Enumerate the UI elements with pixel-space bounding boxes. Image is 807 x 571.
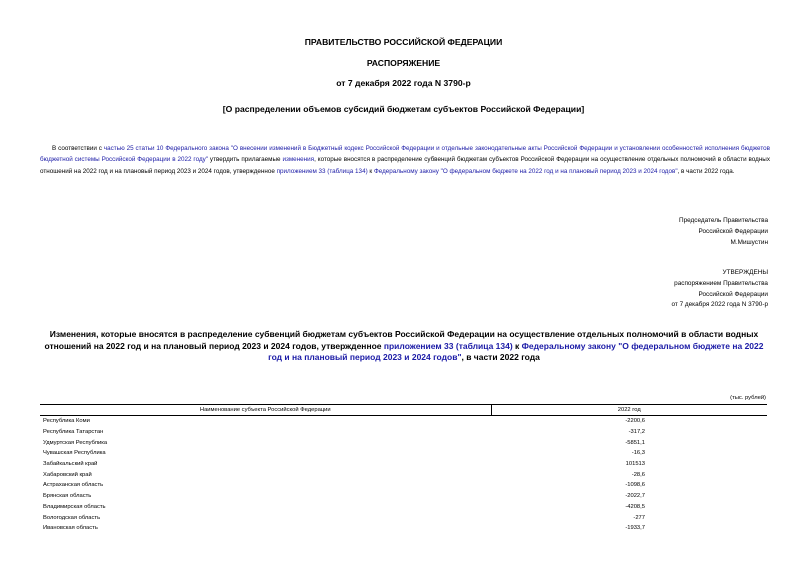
region-value: -16,3 (631, 450, 645, 457)
table-units: (тыс. рублей) (730, 395, 766, 401)
region-value: -28,6 (631, 471, 645, 478)
approval-line-4: от 7 декабря 2022 года N 3790-р (671, 301, 768, 309)
region-value: -2200,6 (625, 418, 645, 425)
approval-line-2: распоряжением Правительства (674, 279, 768, 287)
region-name: Хабаровский край (43, 471, 92, 478)
preamble-text-3: , которые вносятся в распределение субвенций бюджетам субъектов Российской Федерации на осуществление отдельных полномочий в области водных отношений на 2022 год и на плановый период 2023 и 2024 годов, утвержденное (40, 156, 770, 175)
region-value: 101513 (625, 461, 645, 468)
budget-law-link[interactable]: Федеральному закону "О федеральном бюджете на 2022 год и на плановый период 2023 и 2024 годов" (373, 167, 678, 175)
region-value: -1933,7 (625, 525, 645, 532)
column-header-year: 2022 год (491, 405, 767, 416)
region-name: Республика Коми (43, 418, 90, 425)
signature-position: Председатель Правительства (679, 217, 768, 224)
table-row (40, 459, 767, 470)
preamble-text-1: В соответствии с (52, 145, 104, 152)
region-name: Удмуртская Республика (43, 439, 108, 446)
document-date-number: от 7 декабря 2022 года N 3790-р (336, 78, 471, 88)
subtitle-text-1: Изменения, которые вносятся в распределение субвенций бюджетам субъектов Российской Федерации на осуществление отдельных полномочий в области водных отношений на 2022 год и на плановый период 2023 и 2024 годов, утвержденное (44, 329, 759, 351)
subtitle-text-2: к (512, 340, 522, 351)
region-value: -2022,7 (625, 493, 645, 500)
region-value: -277 (633, 514, 645, 521)
table-row (40, 491, 767, 502)
region-name: Республика Татарстан (43, 429, 104, 436)
column-header-region: Наименование субъекта Российской Федерации (40, 405, 491, 416)
region-value: -5851,1 (625, 439, 645, 446)
table-row (40, 416, 767, 427)
region-name: Чувашская Республика (43, 450, 106, 457)
government-heading: ПРАВИТЕЛЬСТВО РОССИЙСКОЙ ФЕДЕРАЦИИ (304, 37, 503, 47)
changes-link[interactable]: изменения (282, 156, 315, 164)
region-name: Вологодская область (43, 514, 101, 521)
subsidy-table (40, 404, 767, 534)
table-row (40, 427, 767, 438)
table-row (40, 437, 767, 448)
table-row (40, 448, 767, 459)
preamble-text-5: , в части 2022 года. (677, 167, 735, 175)
subtitle-appendix-link[interactable]: приложением 33 (таблица 134) (383, 340, 513, 351)
document-title: [О распределении объемов субсидий бюджетам субъектов Российской Федерации] (222, 104, 585, 114)
document-type: РАСПОРЯЖЕНИЕ (366, 58, 441, 68)
preamble-paragraph (40, 143, 770, 177)
changes-subtitle (40, 329, 768, 364)
region-name: Владимирская область (43, 503, 106, 510)
federal-law-link[interactable]: частью 25 статьи 10 Федерального закона "О внесении изменений в Бюджетный кодекс Российской Федерации и отдельные законодательные акты Российской Федерации и установлении особенностей исполнения бюджетов бюджетной системы Российской Федерации в 2022 году" (40, 145, 771, 164)
approval-line-3: Российской Федерации (698, 290, 768, 298)
approval-heading: УТВЕРЖДЕНЫ (722, 269, 768, 276)
appendix-link[interactable]: приложением 33 (таблица 134) (276, 167, 368, 175)
region-name: Ивановская область (43, 525, 98, 532)
preamble-text-2: утвердить прилагаемые (208, 156, 283, 164)
subtitle-text-3: , в части 2022 года (461, 352, 540, 363)
table-header-row (40, 405, 767, 416)
approval-block (671, 268, 768, 311)
subtitle-budget-law-link[interactable]: Федеральному закону "О федеральном бюджете на 2022 год и на плановый период 2023 и 2024 годов" (268, 340, 764, 363)
region-value: -4208,5 (625, 503, 645, 510)
signature-name: М.Мишустин (730, 238, 768, 246)
table-row (40, 469, 767, 480)
table-row (40, 512, 767, 523)
table-row (40, 523, 767, 534)
table-row (40, 502, 767, 513)
signature-country: Российской Федерации (698, 227, 768, 235)
region-name: Брянская область (43, 493, 92, 500)
region-value: -1098,6 (625, 482, 645, 489)
table-row (40, 480, 767, 491)
region-value: -317,2 (628, 429, 645, 436)
signature-block (679, 216, 768, 248)
region-name: Забайкальский край (43, 461, 98, 468)
preamble-text-4: к (367, 167, 374, 175)
region-name: Астраханская область (43, 482, 104, 489)
